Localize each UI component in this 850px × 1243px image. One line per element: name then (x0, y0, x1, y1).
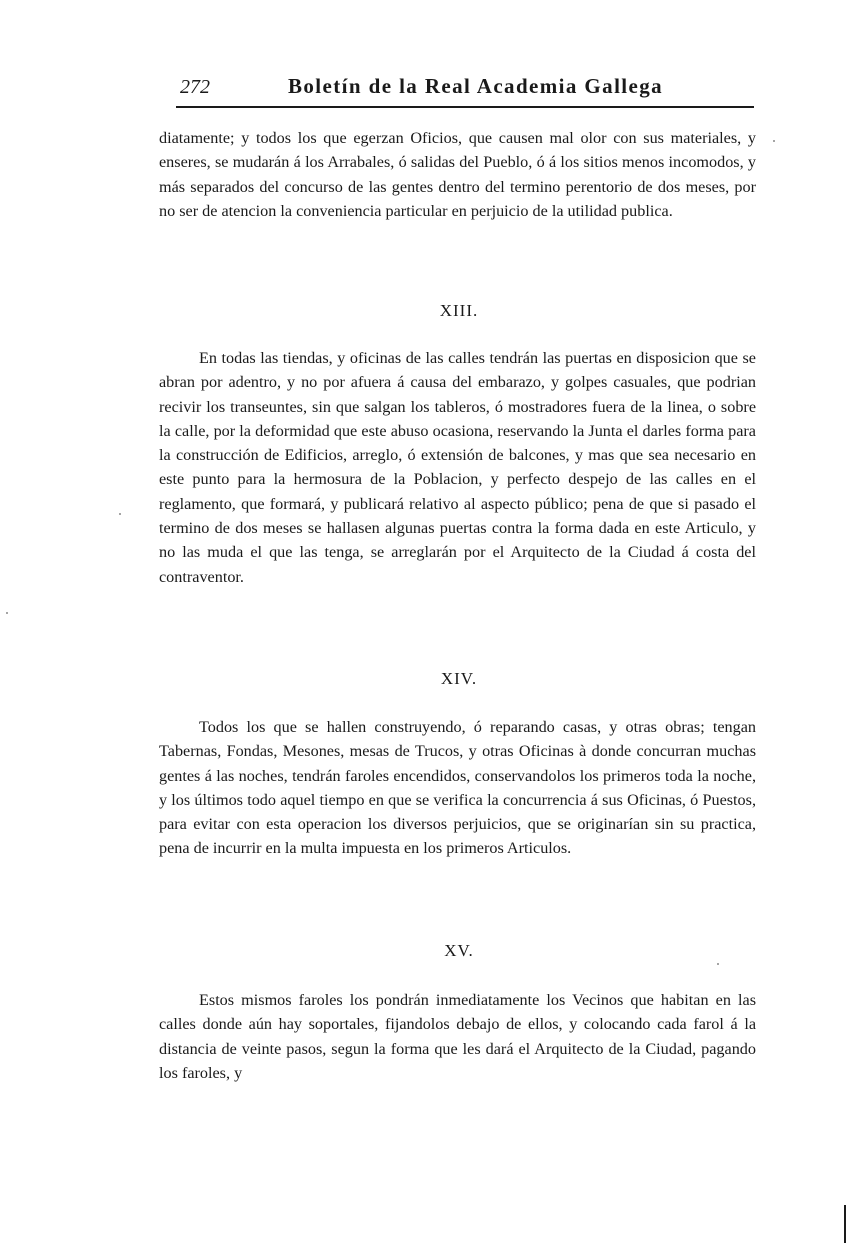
running-head (176, 70, 754, 104)
scan-speck (717, 963, 719, 965)
page-number: 272 (180, 76, 210, 98)
header-rule (176, 106, 754, 108)
section-heading-xiv: XIV. (440, 669, 478, 688)
scan-speck (119, 513, 121, 515)
paragraph-continuation: diatamente; y todos los que egerzan Oficios, que causen mal olor con sus materiales, y enseres, se mudarán á los Arrabales, ó salidas del Pueblo, ó á los sitios menos incomodos, y más separados del concurso de las gentes dentro del termino perentorio de dos meses, por no ser de atencion la conveniencia particular en perjuicio de la utilidad publica. (159, 129, 756, 220)
scan-speck (6, 612, 8, 614)
journal-title: Boletín de la Real Academia Gallega (288, 74, 664, 98)
section-heading-xiii: XIII. (439, 301, 479, 320)
scan-speck (773, 140, 775, 142)
paragraph-article-xiv: Todos los que se hallen construyendo, ó reparando casas, y otras obras; tengan Tabernas, Fondas, Mesones, mesas de Trucos, y otras Oficinas à donde concurran muchas gentes á las noches, tendrán faroles encendidos, conservandolos los primeros toda la noche, y los últimos todo aquel tiempo en que se verifica la concurrencia á sus Oficinas, ó Puestos, para evitar con esta operacion los diversos perjuicios, que se originarían sin su practica, pena de incurrir en la multa impuesta en los primeros Articulos. (159, 718, 756, 858)
paragraph-article-xv: Estos mismos faroles los pondrán inmediatamente los Vecinos que habitan en las calles donde aún hay soportales, fijandolos debajo de ellos, y colocando cada farol á la distancia de veinte pasos, segun la forma que les dará el Arquitecto de la Ciudad, pagando los faroles, y (159, 991, 756, 1082)
section-heading-xv: XV. (444, 941, 474, 960)
scan-edge-mark (844, 1205, 846, 1243)
paragraph-article-xiii: En todas las tiendas, y oficinas de las calles tendrán las puertas en disposicion que se abran por adentro, y no por afuera á causa del embarazo, y golpes casuales, que podrian recivir los transeuntes, sin que salgan los tableros, ó mostradores fuera de la linea, o sobre la calle, por la deformidad que este abuso ocasiona, reservando la Junta el darles forma para la construcción de Edificios, arreglo, ó extensión de balcones, y mas que sea necesario en este punto para la hermosura de la Poblacion, y perfecto despejo de las calles en el reglamento, que formará, y publicará relativo al aspecto público; pena de que si pasado el termino de dos meses se hallasen algunas puertas contra la forma dada en este Articulo, y no las muda el que las tenga, se arreglarán por el Arquitecto de la Ciudad á costa del contraventor. (159, 349, 756, 586)
